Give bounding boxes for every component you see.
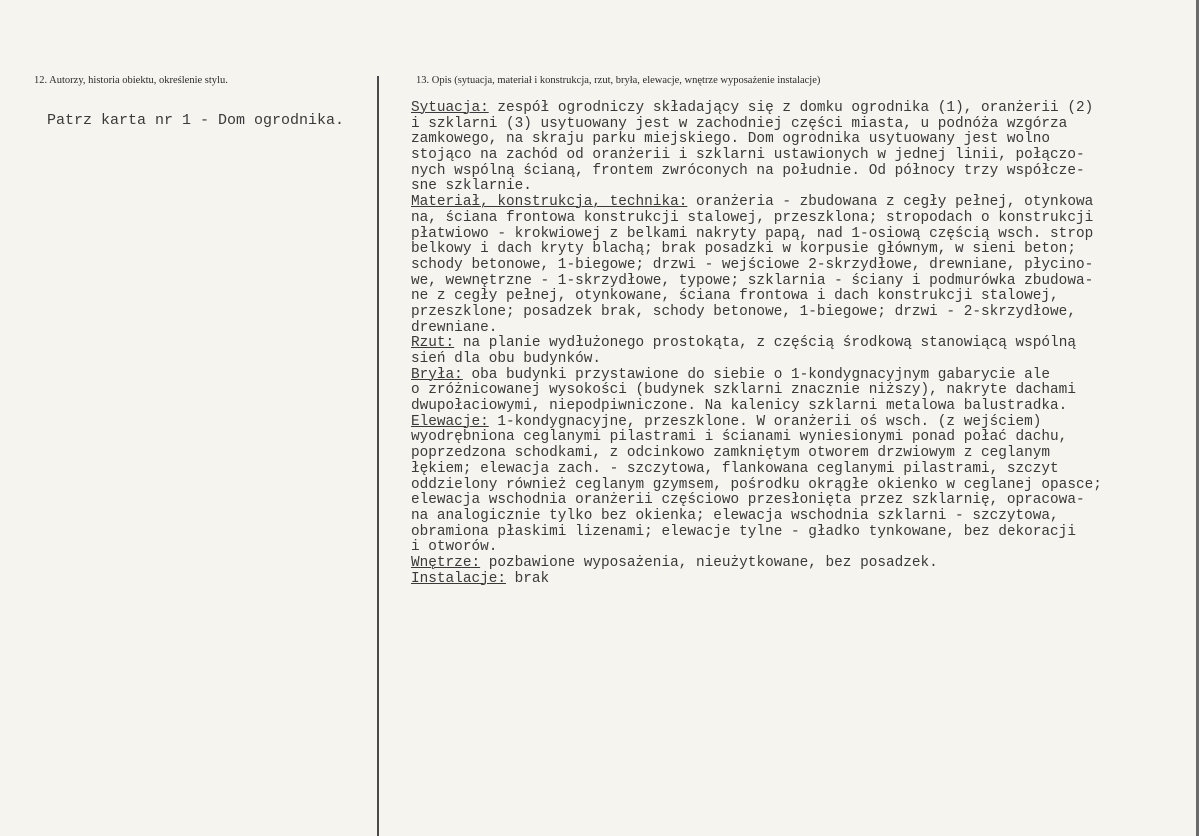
description-line (411, 227, 1197, 243)
description-line (411, 399, 1197, 415)
line-text: dwupołaciowymi, niepodpiwniczone. Na kalenicy szklarni metalowa balustradka. (411, 398, 1068, 415)
description-line (411, 430, 1197, 446)
description-line (411, 462, 1197, 478)
column-divider (377, 76, 379, 836)
section-label: Instalacje: (411, 570, 506, 587)
line-text: pozbawione wyposażenia, nieużytkowane, bez posadzek. (480, 554, 938, 571)
description-line (411, 321, 1197, 337)
line-text: belkowy i dach kryty blachą; brak posadzki w korpusie głównym, w sieni beton; (411, 241, 1076, 258)
line-text: wyodrębniona ceglanymi pilastrami i ścianami wyniesionymi ponad połać dachu, (411, 429, 1068, 446)
line-text: oranżeria - zbudowana z cegły pełnej, otynkowa (687, 194, 1094, 211)
line-text: 1-kondygnacyjne, przeszklone. W oranżerii oś wsch. (z wejściem) (488, 413, 1042, 430)
description-line (411, 195, 1197, 211)
description-line (411, 415, 1197, 431)
line-text: i otworów. (411, 539, 498, 556)
description-line (411, 368, 1197, 384)
line-text: na analogicznie tylko bez okienka; elewacja wschodnia szklarni - szczytowa, (411, 507, 1059, 524)
section-label: Bryła: (411, 366, 463, 383)
description-line (411, 478, 1197, 494)
description-line (411, 101, 1197, 117)
line-text: zamkowego, na skraju parku miejskiego. Dom ogrodnika usytuowany jest wolno (411, 131, 1051, 148)
description-line (411, 117, 1197, 133)
line-text: schody betonowe, 1-biegowe; drzwi - wejściowe 2-skrzydłowe, drewniane, płycino- (411, 256, 1094, 273)
description-line (411, 211, 1197, 227)
description-line (411, 289, 1197, 305)
line-text: brak (506, 570, 550, 587)
description-line (411, 242, 1197, 258)
description-line (411, 179, 1197, 195)
description-line (411, 274, 1197, 290)
description-line (411, 164, 1197, 180)
description-line (411, 509, 1197, 525)
section-label: Wnętrze: (411, 554, 481, 571)
description-line (411, 148, 1197, 164)
description-line (411, 352, 1197, 368)
line-text: stojąco na zachód od oranżerii i szklarni ustawionych w jednej linii, połączo- (411, 147, 1085, 164)
description-line (411, 493, 1197, 509)
description-line (411, 383, 1197, 399)
description-line (411, 132, 1197, 148)
section-13-description (411, 101, 1197, 587)
description-line (411, 572, 1197, 588)
line-text: elewacja wschodnia oranżerii częściowo przesłonięta przez szklarnię, opracowa- (411, 492, 1085, 509)
line-text: przeszklone; posadzek brak, schody betonowe, 1-biegowe; drzwi - 2-skrzydłowe, (411, 303, 1076, 320)
description-line (411, 525, 1197, 541)
line-text: płatwiowo - krokwiowej z belkami nakryty papą, nad 1-osiową częścią wsch. strop (411, 225, 1094, 242)
line-text: oba budynki przystawione do siebie o 1-kondygnacyjnym gabarycie ale (462, 366, 1051, 383)
description-line (411, 540, 1197, 556)
line-text: sne szklarnie. (411, 178, 532, 195)
line-text: oddzielony również ceglanym gzymsem, pośrodku okrągłe okienko w ceglanej opasce; (411, 476, 1102, 493)
description-line (411, 336, 1197, 352)
line-text: drewniane. (411, 319, 498, 336)
line-text: we, wewnętrzne - 1-skrzydłowe, typowe; szklarnia - ściany i podmurówka zbudowa- (411, 272, 1094, 289)
line-text: i szklarni (3) usytuowany jest w zachodniej części miasta, u podnóża wzgórza (411, 115, 1068, 132)
description-line (411, 446, 1197, 462)
line-text: o zróżnicowanej wysokości (budynek szklarni znacznie niższy), nakryte dachami (411, 382, 1076, 399)
section-label: Rzut: (411, 335, 455, 352)
section-label: Elewacje: (411, 413, 489, 430)
line-text: nych wspólną ścianą, frontem zwróconych na południe. Od północy trzy współcze- (411, 162, 1085, 179)
section-label: Materiał, konstrukcja, technika: (411, 194, 688, 211)
section-12-text: Patrz karta nr 1 - Dom ogrodnika. (47, 112, 345, 129)
line-text: łękiem; elewacja zach. - szczytowa, flankowana ceglanymi pilastrami, szczyt (411, 460, 1059, 477)
line-text: ne z cegły pełnej, otynkowane, ściana frontowa i dach konstrukcji stalowej, (411, 288, 1059, 305)
line-text: zespół ogrodniczy składający się z domku ogrodnika (1), oranżerii (2) (488, 100, 1094, 116)
description-line (411, 556, 1197, 572)
section-label: Sytuacja: (411, 100, 489, 116)
description-line (411, 258, 1197, 274)
section-12-header: 12. Autorzy, historia obiektu, określenie stylu. (34, 75, 228, 86)
line-text: na, ściana frontowa konstrukcji stalowej, przeszklona; stropodach o konstrukcji (411, 209, 1094, 226)
line-text: obramiona płaskimi lizenami; elewacje tylne - gładko tynkowane, bez dekoracji (411, 523, 1076, 540)
section-13-header: 13. Opis (sytuacja, materiał i konstrukcja, rzut, bryła, elewacje, wnętrze wyposażenie instalacje) (416, 75, 821, 86)
description-line (411, 305, 1197, 321)
line-text: na planie wydłużonego prostokąta, z częścią środkową stanowiącą wspólną (454, 335, 1076, 352)
line-text: sień dla obu budynków. (411, 351, 601, 367)
line-text: poprzedzona schodkami, z odcinkowo zamkniętym otworem drzwiowym z ceglanym (411, 445, 1051, 462)
